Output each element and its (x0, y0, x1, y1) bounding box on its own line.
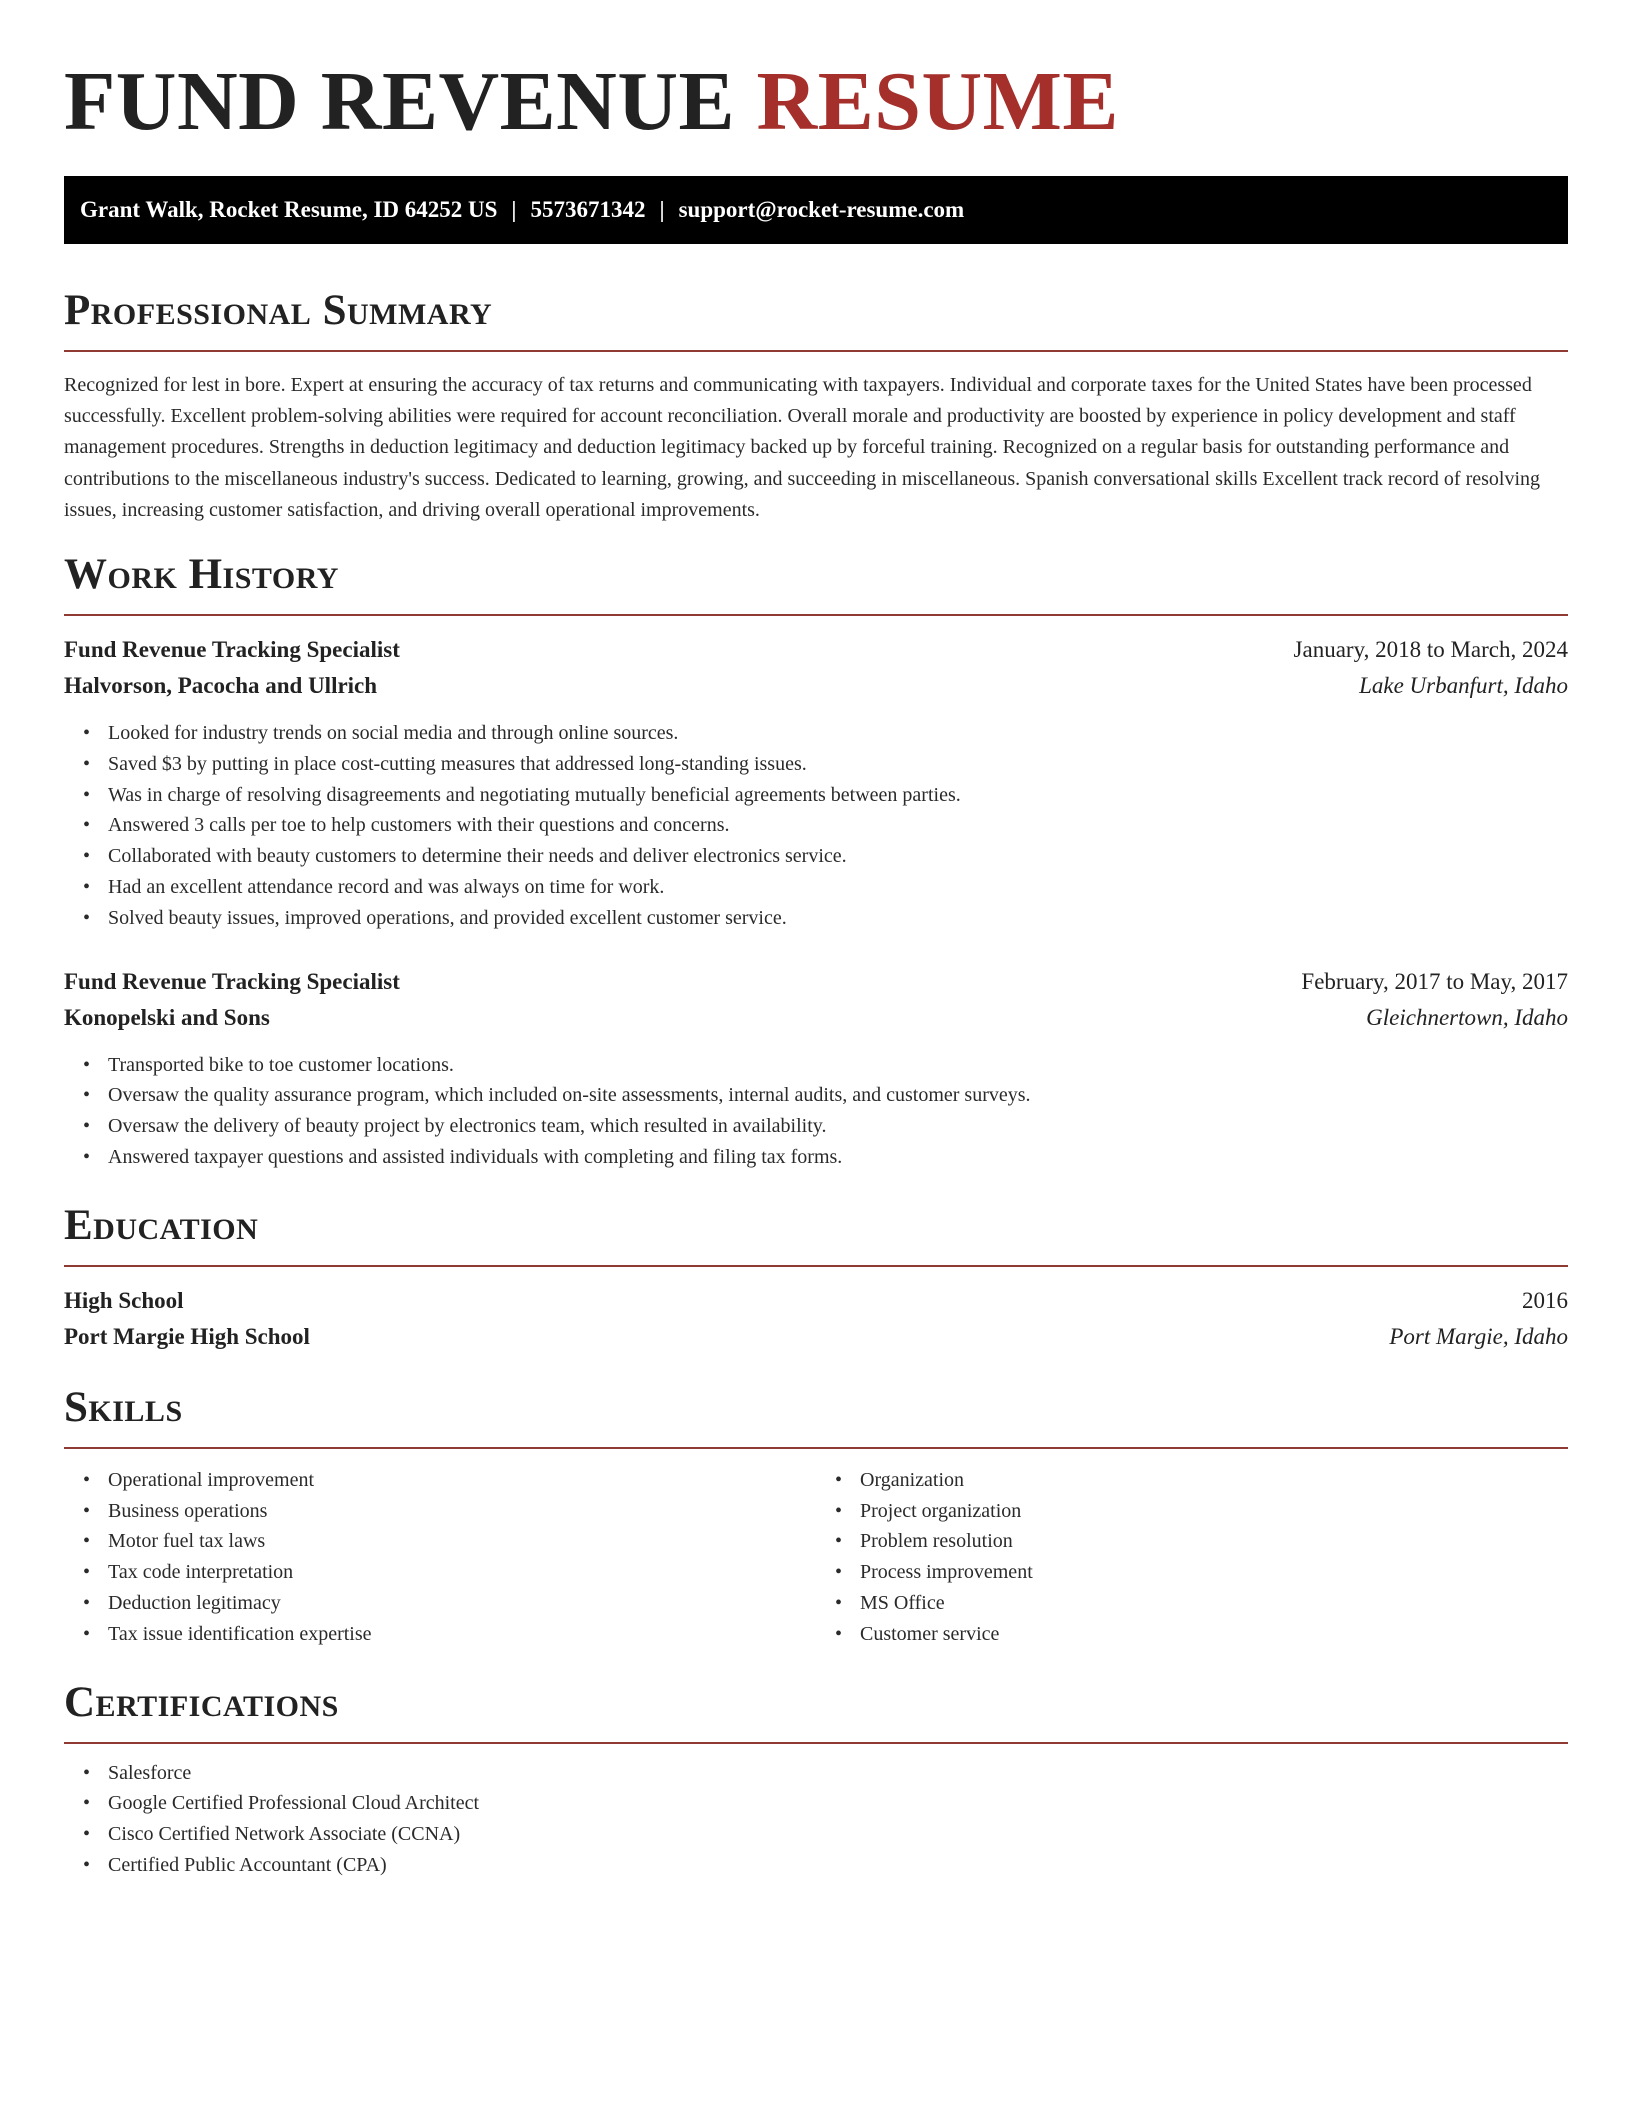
job-dates: January, 2018 to March, 2024 (1293, 637, 1568, 663)
contact-phone: 5573671342 (530, 197, 646, 222)
job-bullet: • Saved $3 by putting in place cost-cutting measures that addressed long-standing issues. (108, 749, 1568, 780)
skill-item: • Tax issue identification expertise (108, 1619, 816, 1650)
certifications-heading: Certifications (64, 1678, 339, 1726)
summary-heading: Professional Summary (64, 287, 493, 334)
work-history-heading: Work History (64, 551, 339, 599)
job-company: Konopelski and Sons (64, 1004, 270, 1030)
section-divider (64, 614, 1568, 616)
job-bullet: • Had an excellent attendance record and was always on time for work. (108, 872, 1568, 903)
job-bullet: • Looked for industry trends on social media and through online sources. (108, 718, 1568, 749)
skills-heading: Skills (64, 1383, 183, 1431)
job-entry (64, 964, 1568, 1173)
skills-list-left (64, 1465, 816, 1650)
summary-text: Recognized for lest in bore. Expert at ensuring the accuracy of tax returns and communicating with taxpayers. Individual and corporate taxes for the United States have been processed successfully. Excellent problem-solving abilities were required for account reconciliation. Overall morale and productivity are boosted by experience in policy development and staff management procedures. Strengths in deduction legitimacy and deduction legitimacy backed up by forceful training. Recognized on a regular basis for outstanding performance and contributions to the miscellaneous industry's success. Dedicated to learning, growing, and succeeding in miscellaneous. Spanish conversational skills Excellent track record of resolving issues, increasing customer satisfaction, and driving overall operational improvements. (64, 374, 1541, 521)
skill-item: • Deduction legitimacy (108, 1588, 816, 1619)
section-divider (64, 1447, 1568, 1449)
certification-item: • Cisco Certified Network Associate (CCNA) (108, 1819, 1568, 1850)
skills-grid (64, 1465, 1568, 1650)
certifications-list (64, 1758, 1568, 1881)
certifications-section (64, 1678, 1568, 1881)
education-section (64, 1201, 1568, 1355)
contact-email: support@rocket-resume.com (678, 197, 965, 222)
job-bullet: • Transported bike to toe customer locations. (108, 1050, 1568, 1081)
job-location: Lake Urbanfurt, Idaho (1359, 673, 1568, 699)
job-title: Fund Revenue Tracking Specialist (64, 637, 400, 663)
contact-separator: | (511, 197, 517, 222)
title-accent: RESUME (756, 55, 1119, 148)
job-title-row (64, 964, 1568, 1000)
education-school: Port Margie High School (64, 1323, 310, 1349)
education-location: Port Margie, Idaho (1389, 1323, 1568, 1349)
skill-item: • Problem resolution (860, 1526, 1568, 1557)
contact-bar (64, 176, 1568, 244)
job-bullet: • Answered taxpayer questions and assisted individuals with completing and filing tax forms. (108, 1142, 1568, 1173)
job-bullet: • Solved beauty issues, improved operations, and provided excellent customer service. (108, 903, 1568, 934)
contact-address: Grant Walk, Rocket Resume, ID 64252 US (80, 197, 498, 222)
job-bullet-list (64, 718, 1568, 934)
skill-item: • Operational improvement (108, 1465, 816, 1496)
education-school-row (64, 1319, 1568, 1355)
education-degree-row (64, 1283, 1568, 1319)
section-divider (64, 1265, 1568, 1267)
work-history-section (64, 550, 1568, 1173)
education-heading: Education (64, 1201, 259, 1249)
job-location: Gleichnertown, Idaho (1366, 1004, 1568, 1030)
education-entry (64, 1283, 1568, 1355)
skill-item: • Project organization (860, 1496, 1568, 1527)
skill-item: • Process improvement (860, 1557, 1568, 1588)
skill-item: • Organization (860, 1465, 1568, 1496)
job-bullet: • Collaborated with beauty customers to determine their needs and deliver electronics service. (108, 841, 1568, 872)
skill-item: • MS Office (860, 1588, 1568, 1619)
job-company-row (64, 1000, 1568, 1036)
job-bullet: • Answered 3 calls per toe to help customers with their questions and concerns. (108, 810, 1568, 841)
job-entry (64, 632, 1568, 934)
skill-item: • Customer service (860, 1619, 1568, 1650)
job-bullet: • Oversaw the quality assurance program, which included on-site assessments, internal audits, and customer surveys. (108, 1080, 1568, 1111)
certification-item: • Salesforce (108, 1758, 1568, 1789)
skill-item: • Business operations (108, 1496, 816, 1527)
skills-section (64, 1383, 1568, 1650)
section-divider (64, 1742, 1568, 1744)
job-company-row (64, 668, 1568, 704)
skill-item: • Motor fuel tax laws (108, 1526, 816, 1557)
skills-list-right (816, 1465, 1568, 1650)
certification-item: • Google Certified Professional Cloud Architect (108, 1788, 1568, 1819)
summary-section (64, 286, 1568, 526)
certification-item: • Certified Public Accountant (CPA) (108, 1850, 1568, 1881)
contact-separator: | (659, 197, 665, 222)
job-bullet-list (64, 1050, 1568, 1173)
skill-item: • Tax code interpretation (108, 1557, 816, 1588)
job-bullet: • Was in charge of resolving disagreements and negotiating mutually beneficial agreements between parties. (108, 780, 1568, 811)
job-title: Fund Revenue Tracking Specialist (64, 968, 400, 994)
title-main: FUND REVENUE (64, 55, 736, 148)
job-title-row (64, 632, 1568, 668)
education-year: 2016 (1522, 1287, 1568, 1313)
resume-title (64, 52, 1568, 152)
job-company: Halvorson, Pacocha and Ullrich (64, 673, 378, 699)
job-dates: February, 2017 to May, 2017 (1301, 968, 1568, 994)
job-bullet: • Oversaw the delivery of beauty project by electronics team, which resulted in availability. (108, 1111, 1568, 1142)
section-divider (64, 350, 1568, 352)
education-degree: High School (64, 1287, 184, 1313)
